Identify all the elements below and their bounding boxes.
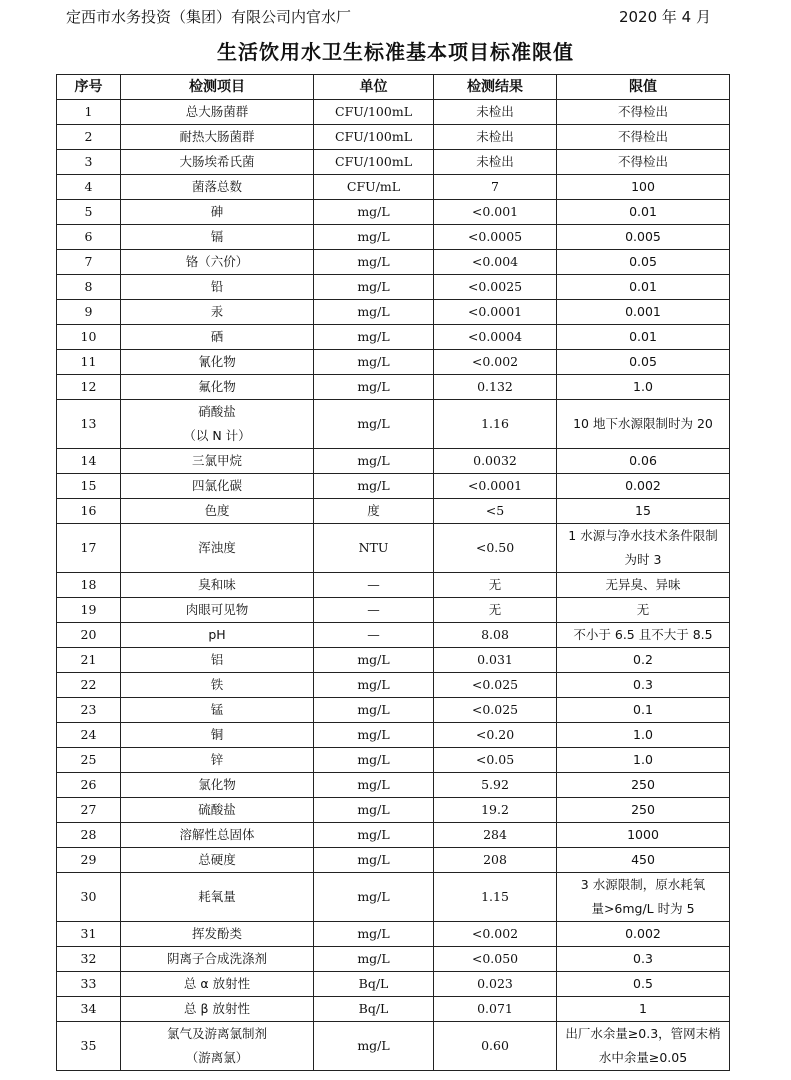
cell-no: 16	[57, 499, 121, 524]
table-row	[57, 100, 730, 125]
table-row	[57, 623, 730, 648]
cell-result: 8.08	[434, 623, 557, 648]
cell-unit: mg/L	[314, 200, 434, 225]
cell-limit: 250	[557, 798, 730, 823]
table-row	[57, 350, 730, 375]
cell-limit: 无	[557, 598, 730, 623]
cell-item: 铜	[121, 723, 314, 748]
cell-unit: mg/L	[314, 848, 434, 873]
cell-item: 铁	[121, 673, 314, 698]
table-row	[57, 150, 730, 175]
cell-limit: 不小于 6.5 且不大于 8.5	[557, 623, 730, 648]
cell-unit: CFU/100mL	[314, 150, 434, 175]
table-row	[57, 798, 730, 823]
table-row	[57, 275, 730, 300]
cell-no: 31	[57, 922, 121, 947]
cell-no: 1	[57, 100, 121, 125]
table-row	[57, 848, 730, 873]
cell-result: 7	[434, 175, 557, 200]
cell-unit: mg/L	[314, 275, 434, 300]
cell-item: 铬（六价）	[121, 250, 314, 275]
cell-limit: 0.05	[557, 350, 730, 375]
cell-result: <0.004	[434, 250, 557, 275]
cell-item: 硫酸盐	[121, 798, 314, 823]
cell-unit: mg/L	[314, 400, 434, 449]
cell-item: 耗氧量	[121, 873, 314, 922]
cell-no: 4	[57, 175, 121, 200]
cell-no: 35	[57, 1022, 121, 1071]
cell-limit: 0.01	[557, 200, 730, 225]
company-name: 定西市水务投资（集团）有限公司内官水厂	[66, 8, 352, 26]
cell-unit: CFU/100mL	[314, 100, 434, 125]
cell-no: 17	[57, 524, 121, 573]
cell-result: <0.0005	[434, 225, 557, 250]
cell-item: 氯气及游离氯制剂 （游离氯）	[121, 1022, 314, 1071]
cell-no: 20	[57, 623, 121, 648]
table-row	[57, 823, 730, 848]
cell-unit: mg/L	[314, 474, 434, 499]
table-row	[57, 400, 730, 449]
cell-item: 阴离子合成洗涤剂	[121, 947, 314, 972]
cell-item: 硒	[121, 325, 314, 350]
cell-unit: mg/L	[314, 325, 434, 350]
table-row	[57, 972, 730, 997]
table-row	[57, 698, 730, 723]
cell-item: 汞	[121, 300, 314, 325]
cell-item: 三氯甲烷	[121, 449, 314, 474]
cell-result: <0.0001	[434, 474, 557, 499]
column-header-unit: 单位	[314, 75, 434, 100]
cell-no: 33	[57, 972, 121, 997]
cell-result: <0.025	[434, 698, 557, 723]
cell-limit: 无异臭、异味	[557, 573, 730, 598]
cell-unit: mg/L	[314, 823, 434, 848]
cell-item: 臭和味	[121, 573, 314, 598]
cell-item: 总大肠菌群	[121, 100, 314, 125]
cell-no: 3	[57, 150, 121, 175]
table-row	[57, 200, 730, 225]
cell-item: pH	[121, 623, 314, 648]
column-header-no: 序号	[57, 75, 121, 100]
cell-no: 7	[57, 250, 121, 275]
table-row	[57, 524, 730, 573]
column-header-result: 检测结果	[434, 75, 557, 100]
cell-no: 27	[57, 798, 121, 823]
table-row	[57, 947, 730, 972]
table-row	[57, 175, 730, 200]
cell-limit: 1.0	[557, 748, 730, 773]
cell-unit: mg/L	[314, 300, 434, 325]
cell-unit: mg/L	[314, 350, 434, 375]
cell-item: 硝酸盐 （以 N 计）	[121, 400, 314, 449]
cell-result: <0.025	[434, 673, 557, 698]
cell-no: 12	[57, 375, 121, 400]
cell-item: 氯化物	[121, 773, 314, 798]
cell-no: 19	[57, 598, 121, 623]
cell-unit: CFU/100mL	[314, 125, 434, 150]
cell-no: 30	[57, 873, 121, 922]
cell-no: 26	[57, 773, 121, 798]
cell-limit: 15	[557, 499, 730, 524]
table-row	[57, 573, 730, 598]
cell-item: 四氯化碳	[121, 474, 314, 499]
cell-no: 21	[57, 648, 121, 673]
cell-item: 菌落总数	[121, 175, 314, 200]
cell-result: 208	[434, 848, 557, 873]
cell-limit: 1 水源与净水技术条件限制 为时 3	[557, 524, 730, 573]
cell-unit: mg/L	[314, 225, 434, 250]
cell-result: <0.20	[434, 723, 557, 748]
table-row	[57, 225, 730, 250]
table-row	[57, 375, 730, 400]
cell-unit: mg/L	[314, 798, 434, 823]
cell-result: 无	[434, 598, 557, 623]
cell-result: 未检出	[434, 125, 557, 150]
table-row	[57, 250, 730, 275]
cell-limit: 0.005	[557, 225, 730, 250]
cell-no: 13	[57, 400, 121, 449]
cell-result: <0.0004	[434, 325, 557, 350]
cell-result: <0.0025	[434, 275, 557, 300]
cell-item: 镉	[121, 225, 314, 250]
cell-limit: 450	[557, 848, 730, 873]
table-row	[57, 1022, 730, 1071]
cell-no: 6	[57, 225, 121, 250]
page-header	[0, 6, 791, 26]
cell-no: 9	[57, 300, 121, 325]
cell-limit: 0.002	[557, 474, 730, 499]
table-row	[57, 922, 730, 947]
cell-limit: 0.002	[557, 922, 730, 947]
cell-item: 总 β 放射性	[121, 997, 314, 1022]
cell-limit: 出厂水余量≥0.3，管网末梢 水中余量≥0.05	[557, 1022, 730, 1071]
cell-result: 0.60	[434, 1022, 557, 1071]
cell-no: 29	[57, 848, 121, 873]
cell-no: 25	[57, 748, 121, 773]
table-row	[57, 648, 730, 673]
cell-item: 色度	[121, 499, 314, 524]
cell-limit: 0.3	[557, 947, 730, 972]
cell-unit: mg/L	[314, 648, 434, 673]
table-row	[57, 300, 730, 325]
cell-limit: 0.5	[557, 972, 730, 997]
table-row	[57, 773, 730, 798]
cell-limit: 不得检出	[557, 100, 730, 125]
cell-result: <0.50	[434, 524, 557, 573]
cell-no: 18	[57, 573, 121, 598]
cell-result: 0.071	[434, 997, 557, 1022]
cell-limit: 0.001	[557, 300, 730, 325]
cell-result: 284	[434, 823, 557, 848]
cell-no: 32	[57, 947, 121, 972]
cell-limit: 0.01	[557, 325, 730, 350]
cell-unit: mg/L	[314, 250, 434, 275]
cell-unit: 度	[314, 499, 434, 524]
cell-result: <5	[434, 499, 557, 524]
cell-limit: 100	[557, 175, 730, 200]
cell-item: 肉眼可见物	[121, 598, 314, 623]
cell-result: 0.023	[434, 972, 557, 997]
cell-no: 14	[57, 449, 121, 474]
cell-unit: —	[314, 598, 434, 623]
cell-result: 1.16	[434, 400, 557, 449]
cell-unit: mg/L	[314, 748, 434, 773]
cell-limit: 250	[557, 773, 730, 798]
cell-limit: 3 水源限制，原水耗氧 量>6mg/L 时为 5	[557, 873, 730, 922]
cell-no: 24	[57, 723, 121, 748]
report-date: 2020 年 4 月	[618, 8, 711, 26]
cell-unit: —	[314, 573, 434, 598]
cell-result: <0.002	[434, 922, 557, 947]
cell-no: 34	[57, 997, 121, 1022]
cell-result: <0.0001	[434, 300, 557, 325]
table-row	[57, 325, 730, 350]
table-row	[57, 449, 730, 474]
cell-unit: mg/L	[314, 773, 434, 798]
page-title: 生活饮用水卫生标准基本项目标准限值	[217, 40, 574, 64]
cell-item: 铝	[121, 648, 314, 673]
cell-unit: CFU/mL	[314, 175, 434, 200]
cell-unit: Bq/L	[314, 997, 434, 1022]
cell-result: 0.031	[434, 648, 557, 673]
cell-result: <0.001	[434, 200, 557, 225]
cell-no: 23	[57, 698, 121, 723]
cell-limit: 1000	[557, 823, 730, 848]
cell-item: 砷	[121, 200, 314, 225]
cell-unit: mg/L	[314, 449, 434, 474]
cell-limit: 0.1	[557, 698, 730, 723]
cell-limit: 0.3	[557, 673, 730, 698]
column-header-limit: 限值	[557, 75, 730, 100]
table-row	[57, 723, 730, 748]
cell-item: 浑浊度	[121, 524, 314, 573]
cell-unit: mg/L	[314, 922, 434, 947]
cell-limit: 1	[557, 997, 730, 1022]
cell-no: 28	[57, 823, 121, 848]
standards-table	[56, 74, 730, 1071]
cell-unit: mg/L	[314, 873, 434, 922]
table-row	[57, 499, 730, 524]
cell-item: 铅	[121, 275, 314, 300]
cell-limit: 1.0	[557, 375, 730, 400]
cell-unit: mg/L	[314, 698, 434, 723]
table-row	[57, 748, 730, 773]
cell-no: 2	[57, 125, 121, 150]
cell-result: 未检出	[434, 150, 557, 175]
cell-item: 大肠埃希氏菌	[121, 150, 314, 175]
cell-limit: 不得检出	[557, 150, 730, 175]
cell-unit: mg/L	[314, 947, 434, 972]
table-row	[57, 598, 730, 623]
cell-result: 5.92	[434, 773, 557, 798]
cell-unit: mg/L	[314, 723, 434, 748]
cell-result: <0.050	[434, 947, 557, 972]
cell-no: 15	[57, 474, 121, 499]
cell-item: 总硬度	[121, 848, 314, 873]
table-row	[57, 873, 730, 922]
cell-item: 锰	[121, 698, 314, 723]
cell-limit: 0.01	[557, 275, 730, 300]
cell-unit: mg/L	[314, 1022, 434, 1071]
cell-item: 总 α 放射性	[121, 972, 314, 997]
table-row	[57, 125, 730, 150]
cell-no: 22	[57, 673, 121, 698]
cell-item: 氟化物	[121, 375, 314, 400]
cell-result: 1.15	[434, 873, 557, 922]
cell-unit: NTU	[314, 524, 434, 573]
cell-result: 无	[434, 573, 557, 598]
cell-limit: 0.06	[557, 449, 730, 474]
table-row	[57, 673, 730, 698]
cell-limit: 0.2	[557, 648, 730, 673]
cell-result: <0.002	[434, 350, 557, 375]
cell-item: 挥发酚类	[121, 922, 314, 947]
cell-no: 8	[57, 275, 121, 300]
cell-item: 锌	[121, 748, 314, 773]
cell-unit: Bq/L	[314, 972, 434, 997]
cell-no: 10	[57, 325, 121, 350]
cell-limit: 不得检出	[557, 125, 730, 150]
cell-limit: 1.0	[557, 723, 730, 748]
cell-item: 氰化物	[121, 350, 314, 375]
cell-result: 未检出	[434, 100, 557, 125]
cell-unit: mg/L	[314, 375, 434, 400]
column-header-item: 检测项目	[121, 75, 314, 100]
cell-no: 5	[57, 200, 121, 225]
cell-item: 耐热大肠菌群	[121, 125, 314, 150]
table-header-row	[57, 75, 730, 100]
cell-result: 0.0032	[434, 449, 557, 474]
table-row	[57, 997, 730, 1022]
cell-item: 溶解性总固体	[121, 823, 314, 848]
cell-result: 0.132	[434, 375, 557, 400]
cell-result: <0.05	[434, 748, 557, 773]
table-row	[57, 474, 730, 499]
cell-limit: 0.05	[557, 250, 730, 275]
cell-result: 19.2	[434, 798, 557, 823]
cell-no: 11	[57, 350, 121, 375]
cell-unit: mg/L	[314, 673, 434, 698]
cell-unit: —	[314, 623, 434, 648]
cell-limit: 10 地下水源限制时为 20	[557, 400, 730, 449]
